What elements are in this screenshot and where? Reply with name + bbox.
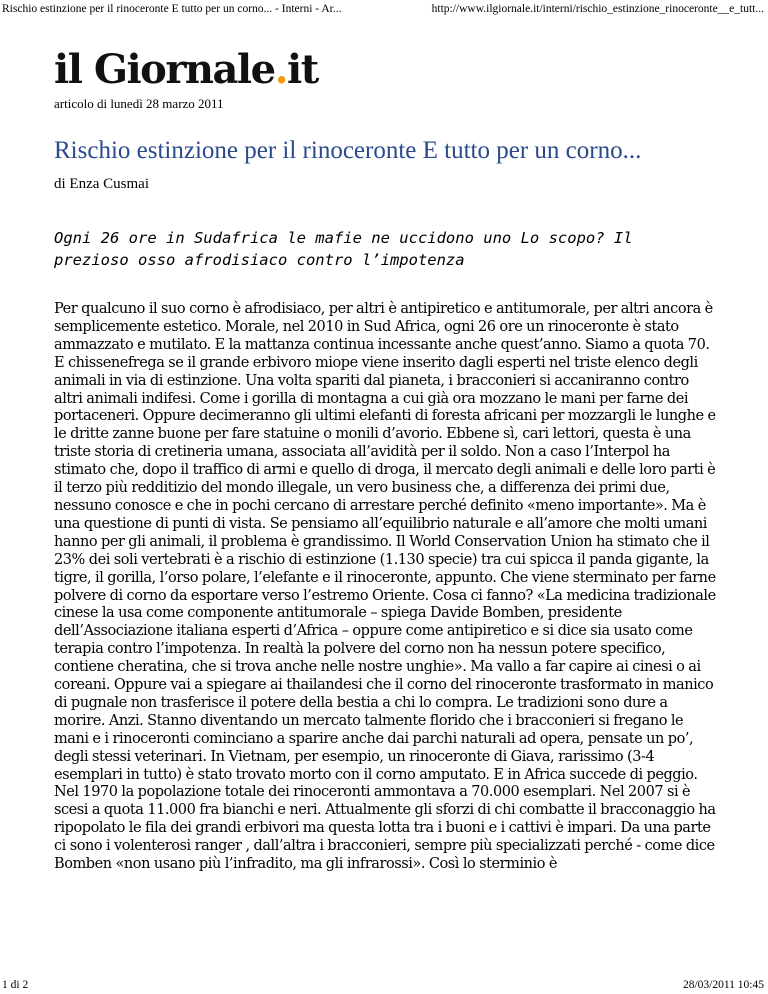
article-date: articolo di lunedì 28 marzo 2011 — [54, 96, 224, 111]
print-timestamp: 28/03/2011 10:45 — [682, 979, 764, 991]
print-page-url: http://www.ilgiornale.it/interni/rischio_estinzione_rinoceronte__e_tutt... — [431, 3, 764, 15]
print-page-title: Rischio estinzione per il rinoceronte E tutto per un corno... - Interni - Ar... — [2, 3, 342, 15]
print-header — [0, 0, 768, 20]
article-headline: Rischio estinzione per il rinoceronte E tutto per un corno... — [54, 137, 642, 164]
article-author: di Enza Cusmai — [54, 176, 149, 192]
article-subtitle: Ogni 26 ore in Sudafrica le mafie ne uccidono uno Lo scopo? Il prezioso osso afrodisiaco contro l’impotenza — [54, 229, 633, 269]
print-footer — [0, 976, 768, 994]
page-number: 1 di 2 — [2, 979, 29, 991]
newspaper-logo: il Giornale.it — [54, 46, 318, 93]
article-body: Per qualcuno il suo corno è afrodisiaco, per altri è antipiretico e antitumorale, per altri ancora è semplicemente estetico. Morale, nel 2010 in Sud Africa, ogni 26 ore un rinoceronte è stato ammazzato e mutilato. E la mattanza continua incessante anche quest’anno. Siamo a quota 70. E chissenefrega se il grande erbivoro miope viene inserito dagli esperti nel triste elenco degli animali in via di estinzione. Una volta spariti dal pianeta, i bracconieri si accaniranno contro altri animali indifesi. Come i gorilla di montagna a cui già ora mozzano le mani per farne dei portaceneri. Oppure decimeranno gli ultimi elefanti di foresta africani per mozzargli le lunghe e le dritte zanne buone per fare statuine o monili d’avorio. Ebbene sì, cari lettori, questa è una triste storia di cretineria umana, associata all’avidità per il soldo. Non a caso l’Interpol ha stimato che, dopo il traffico di armi e quello di droga, il mercato degli animali e delle loro parti è il terzo più redditizio del mondo illegale, un vero business che, a differenza dei primi due, nessuno conosce e che in pochi cercano di arrestare perché definito «meno importante». Ma è una questione di punti di vista. Se pensiamo all’equilibrio naturale e all’amore che molti umani hanno per gli animali, il problema è grandissimo. Il World Conservation Union ha stimato che il 23% dei soli vertebrati è a rischio di estinzione (1.130 specie) tra cui spicca il panda gigante, la tigre, il gorilla, l’orso polare, l’elefante e il rinoceronte, appunto. Che viene sterminato per farne polvere di corno da esportare verso l’estremo Oriente. Cosa ci fanno? «La medicina tradizionale cinese la usa come componente antitumorale – spiega Davide Bomben, presidente dell’Associazione italiana esperti d’Africa – oppure come antipiretico e si dice sia usato come terapia contro l’impotenza. In realtà la polvere del corno non ha nessun potere specifico, contiene cheratina, che si trova anche nelle nostre unghie». Ma vallo a far capire ai cinesi o ai coreani. Oppure vai a spiegare ai thailandesi che il corno del rinoceronte trasformato in manico di pugnale non trasferisce il potere della bestia a chi lo compra. Le tradizioni sono dure a morire. Anzi. Stanno diventando un mercato talmente florido che i bracconieri si fregano le mani e i rinoceronti cominciano a sparire anche dai parchi naturali ad opera, pensate un po’, degli stessi veterinari. In Vietnam, per esempio, un rinoceronte di Giava, rarissimo (3-4 esemplari in tutto) è stato trovato morto con il corno amputato. E in Africa succede di peggio. Nel 1970 la popolazione totale dei rinoceronti ammontava a 70.000 esemplari. Nel 2007 si è scesi a quota 11.000 fra bianchi e neri. Attualmente gli sforzi di chi combatte il bracconaggio ha ripopolato le fila dei grandi erbivori ma questa lotta tra i buoni e i cattivi è impari. Da una parte ci sono i volenterosi ranger , dall’altra i bracconieri, sempre più specializzati perché - come dice Bomben «non usano più l’infradito, ma gli infrarossi». Così lo sterminio è — [54, 301, 716, 873]
article-container — [54, 48, 718, 874]
